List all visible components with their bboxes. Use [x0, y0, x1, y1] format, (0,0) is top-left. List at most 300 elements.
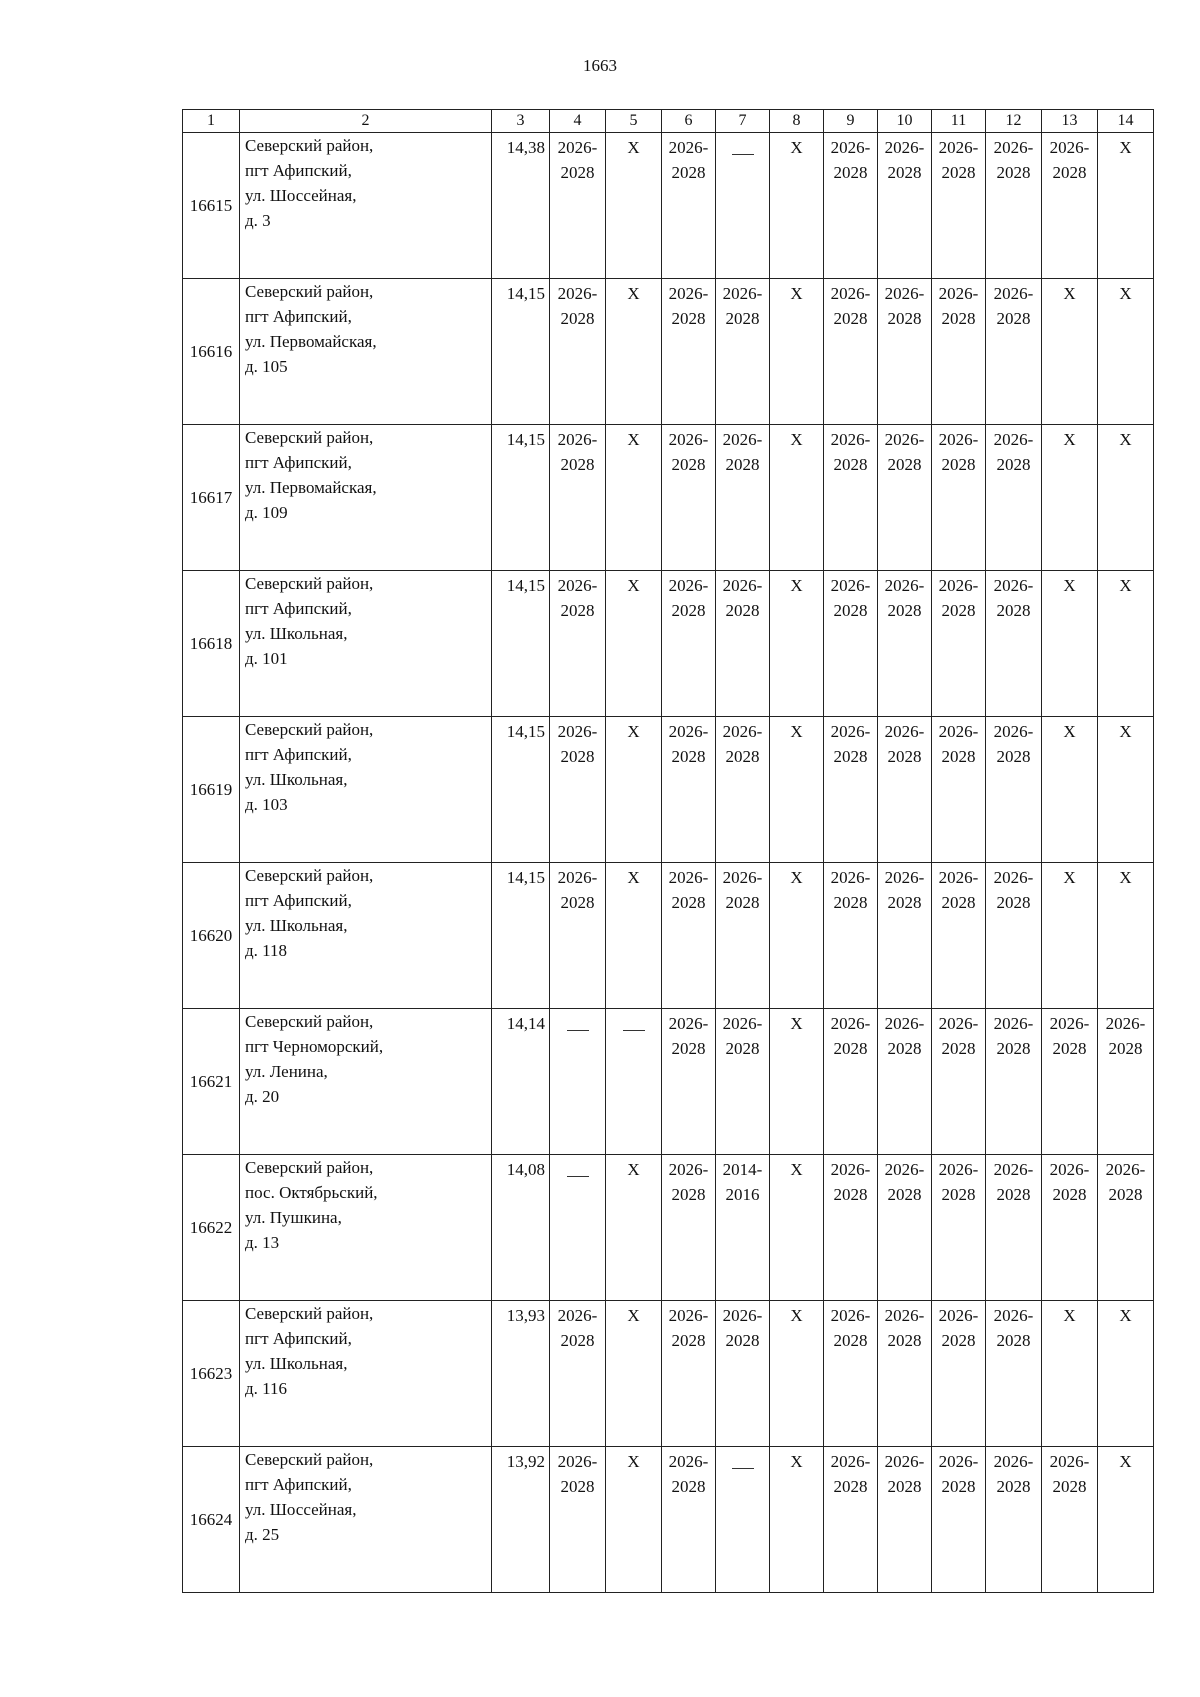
- period-cell: [662, 279, 716, 425]
- address-line: пгт Афипский,: [245, 1329, 352, 1348]
- address-cell: [240, 279, 492, 425]
- cell-line: 2028: [996, 1185, 1031, 1204]
- period-cell: [878, 863, 932, 1009]
- cell-line: X: [627, 430, 640, 449]
- cell-line: X: [790, 868, 803, 887]
- cell-line: 2026-: [1105, 1014, 1146, 1033]
- address-line: Северский район,: [245, 1304, 374, 1323]
- period-cell: [716, 1301, 770, 1447]
- period-cell: [606, 279, 662, 425]
- cell-line: 2026-: [884, 1014, 925, 1033]
- address-line: Северский район,: [245, 1158, 374, 1177]
- value-cell: 14,15: [492, 717, 550, 863]
- cell-line: X: [790, 1306, 803, 1325]
- cell-line: 2028: [941, 163, 976, 182]
- cell-line: 2028: [833, 1039, 868, 1058]
- period-cell: [550, 425, 606, 571]
- registry-table: [182, 109, 1154, 1593]
- period-cell: [1042, 279, 1098, 425]
- header-row: [183, 110, 1154, 133]
- cell-line: 2026-: [938, 1306, 979, 1325]
- cell-line: X: [1063, 868, 1076, 887]
- address-line: Северский район,: [245, 1012, 374, 1031]
- table-row: [183, 1447, 1154, 1593]
- value-cell: 14,08: [492, 1155, 550, 1301]
- period-cell: [770, 133, 824, 279]
- cell-line: X: [790, 722, 803, 741]
- period-cell: [716, 717, 770, 863]
- cell-line: 2026-: [557, 1306, 598, 1325]
- address-line: д. 105: [245, 357, 288, 376]
- period-cell: [662, 425, 716, 571]
- cell-line: 2028: [560, 601, 595, 620]
- period-cell: [662, 1009, 716, 1155]
- value-cell: 14,38: [492, 133, 550, 279]
- period-cell: [986, 571, 1042, 717]
- value-cell: 14,15: [492, 863, 550, 1009]
- row-number: 16619: [183, 717, 240, 863]
- column-header-7: 7: [716, 110, 770, 133]
- column-header-5: 5: [606, 110, 662, 133]
- column-header-10: 10: [878, 110, 932, 133]
- period-cell: [824, 133, 878, 279]
- cell-line: 2026-: [557, 722, 598, 741]
- cell-line: 2026-: [557, 576, 598, 595]
- cell-line: 2028: [671, 1331, 706, 1350]
- period-cell: [932, 133, 986, 279]
- period-cell: [824, 1155, 878, 1301]
- address-line: пгт Афипский,: [245, 1475, 352, 1494]
- cell-line: 2026-: [993, 576, 1034, 595]
- cell-line: 2028: [996, 747, 1031, 766]
- column-header-13: 13: [1042, 110, 1098, 133]
- cell-line: 2028: [941, 1477, 976, 1496]
- cell-line: X: [790, 284, 803, 303]
- cell-line: 2026-: [1049, 138, 1090, 157]
- cell-line: 2026-: [722, 1306, 763, 1325]
- period-cell: [716, 133, 770, 279]
- period-cell: [824, 425, 878, 571]
- cell-line: 2028: [725, 309, 760, 328]
- value-cell: 14,15: [492, 279, 550, 425]
- cell-line: 2026-: [884, 284, 925, 303]
- cell-line: 2028: [941, 747, 976, 766]
- cell-line: 2028: [941, 893, 976, 912]
- period-cell: [550, 279, 606, 425]
- period-cell: [662, 1155, 716, 1301]
- cell-line: 2026-: [938, 576, 979, 595]
- address-line: д. 109: [245, 503, 288, 522]
- cell-line: 2028: [887, 1039, 922, 1058]
- cell-line: X: [1119, 284, 1132, 303]
- address-line: ул. Шоссейная,: [245, 186, 357, 205]
- cell-line: 2026-: [557, 868, 598, 887]
- period-cell: [662, 1301, 716, 1447]
- period-cell: [986, 425, 1042, 571]
- period-cell: [1042, 717, 1098, 863]
- period-cell: [716, 1447, 770, 1593]
- period-cell: [1042, 863, 1098, 1009]
- cell-line: X: [790, 430, 803, 449]
- cell-line: X: [1063, 722, 1076, 741]
- period-cell: [986, 1447, 1042, 1593]
- cell-line: 2026-: [884, 868, 925, 887]
- cell-line: 2028: [941, 455, 976, 474]
- cell-line: 2026-: [993, 138, 1034, 157]
- cell-line: 2028: [996, 309, 1031, 328]
- cell-line: 2026-: [668, 722, 709, 741]
- period-cell: [1098, 279, 1154, 425]
- cell-line: 2028: [833, 747, 868, 766]
- cell-line: 2026-: [557, 430, 598, 449]
- cell-line: X: [627, 1452, 640, 1471]
- cell-line: 2026-: [830, 138, 871, 157]
- cell-line: 2026-: [993, 284, 1034, 303]
- address-line: д. 101: [245, 649, 288, 668]
- cell-line: 2028: [887, 747, 922, 766]
- address-line: пгт Афипский,: [245, 745, 352, 764]
- period-cell: [824, 1447, 878, 1593]
- period-cell: [606, 863, 662, 1009]
- address-line: д. 116: [245, 1379, 288, 1398]
- cell-line: 2028: [1052, 1477, 1087, 1496]
- period-cell: [878, 425, 932, 571]
- period-cell: [716, 279, 770, 425]
- row-number: 16623: [183, 1301, 240, 1447]
- column-header-11: 11: [932, 110, 986, 133]
- cell-line: 2028: [725, 455, 760, 474]
- address-cell: [240, 1155, 492, 1301]
- cell-line: X: [627, 722, 640, 741]
- column-header-2: 2: [240, 110, 492, 133]
- cell-line: 2026-: [830, 1160, 871, 1179]
- cell-line: 2028: [725, 1039, 760, 1058]
- column-header-3: 3: [492, 110, 550, 133]
- cell-line: 2028: [725, 893, 760, 912]
- column-header-1: 1: [183, 110, 240, 133]
- row-number: 16622: [183, 1155, 240, 1301]
- period-cell: [606, 425, 662, 571]
- period-cell: [932, 1155, 986, 1301]
- cell-line: 2026-: [993, 1452, 1034, 1471]
- value-cell: 14,15: [492, 571, 550, 717]
- address-line: пгт Черноморский,: [245, 1037, 384, 1056]
- value-cell: 14,14: [492, 1009, 550, 1155]
- address-line: ул. Шоссейная,: [245, 1500, 357, 1519]
- period-cell: [662, 571, 716, 717]
- cell-line: 2028: [833, 1477, 868, 1496]
- cell-line: X: [790, 138, 803, 157]
- cell-line: 2028: [1052, 1185, 1087, 1204]
- cell-line: 2028: [1052, 1039, 1087, 1058]
- period-cell: [1042, 1155, 1098, 1301]
- cell-line: X: [1063, 576, 1076, 595]
- period-cell: [662, 717, 716, 863]
- period-cell: [716, 1009, 770, 1155]
- cell-line: 2028: [560, 1331, 595, 1350]
- cell-line: 2028: [996, 455, 1031, 474]
- cell-line: X: [627, 868, 640, 887]
- cell-line: 2028: [887, 1185, 922, 1204]
- cell-line: 2028: [671, 309, 706, 328]
- period-cell: [606, 133, 662, 279]
- cell-line: 2028: [941, 1185, 976, 1204]
- cell-line: 2026-: [884, 1306, 925, 1325]
- period-cell: [770, 279, 824, 425]
- period-cell: [550, 1301, 606, 1447]
- cell-line: 2026-: [938, 284, 979, 303]
- period-cell: [986, 1155, 1042, 1301]
- cell-line: X: [1119, 138, 1132, 157]
- cell-line: 2026-: [668, 1452, 709, 1471]
- cell-line: 2026-: [830, 722, 871, 741]
- address-line: ул. Ленина,: [245, 1062, 328, 1081]
- period-cell: [986, 133, 1042, 279]
- cell-line: 2014-: [722, 1160, 763, 1179]
- address-line: пгт Афипский,: [245, 453, 352, 472]
- period-cell: [606, 1009, 662, 1155]
- address-line: пгт Афипский,: [245, 599, 352, 618]
- cell-line: 2026-: [884, 1160, 925, 1179]
- address-line: ул. Первомайская,: [245, 332, 377, 351]
- cell-line: 2026-: [722, 430, 763, 449]
- cell-line: 2028: [996, 601, 1031, 620]
- cell-line: 2026-: [938, 430, 979, 449]
- period-cell: [716, 863, 770, 1009]
- cell-line: 2026-: [938, 1014, 979, 1033]
- cell-line: X: [627, 1306, 640, 1325]
- cell-line: X: [1063, 1306, 1076, 1325]
- period-cell: [932, 1301, 986, 1447]
- cell-line: 2026-: [938, 138, 979, 157]
- dash-mark: [623, 1030, 645, 1031]
- cell-line: 2028: [887, 309, 922, 328]
- cell-line: 2026-: [830, 1452, 871, 1471]
- cell-line: 2026-: [668, 868, 709, 887]
- cell-line: 2028: [1108, 1039, 1143, 1058]
- cell-line: X: [1119, 1306, 1132, 1325]
- cell-line: 2026-: [1049, 1014, 1090, 1033]
- cell-line: X: [627, 576, 640, 595]
- cell-line: 2028: [887, 601, 922, 620]
- cell-line: X: [627, 1160, 640, 1179]
- cell-line: 2028: [996, 1477, 1031, 1496]
- cell-line: X: [1119, 430, 1132, 449]
- cell-line: 2028: [1108, 1185, 1143, 1204]
- period-cell: [1098, 133, 1154, 279]
- address-cell: [240, 571, 492, 717]
- row-number: 16618: [183, 571, 240, 717]
- table-row: [183, 1009, 1154, 1155]
- cell-line: 2026-: [557, 1452, 598, 1471]
- period-cell: [770, 425, 824, 571]
- cell-line: X: [627, 138, 640, 157]
- address-line: Северский район,: [245, 866, 374, 885]
- address-line: ул. Школьная,: [245, 916, 348, 935]
- cell-line: 2026-: [938, 722, 979, 741]
- cell-line: 2026-: [722, 722, 763, 741]
- cell-line: 2026-: [1049, 1452, 1090, 1471]
- cell-line: X: [1119, 722, 1132, 741]
- period-cell: [986, 279, 1042, 425]
- cell-line: 2026-: [722, 576, 763, 595]
- period-cell: [878, 1301, 932, 1447]
- cell-line: 2026-: [668, 1306, 709, 1325]
- cell-line: 2028: [671, 601, 706, 620]
- cell-line: 2028: [833, 893, 868, 912]
- cell-line: X: [790, 1160, 803, 1179]
- cell-line: 2026-: [830, 1014, 871, 1033]
- cell-line: 2028: [560, 747, 595, 766]
- period-cell: [716, 1155, 770, 1301]
- cell-line: 2026-: [830, 868, 871, 887]
- column-header-14: 14: [1098, 110, 1154, 133]
- period-cell: [824, 571, 878, 717]
- cell-line: X: [1119, 1452, 1132, 1471]
- cell-line: 2028: [887, 1477, 922, 1496]
- cell-line: 2026-: [557, 284, 598, 303]
- cell-line: 2028: [887, 163, 922, 182]
- cell-line: 2026-: [722, 284, 763, 303]
- address-line: Северский район,: [245, 1450, 374, 1469]
- period-cell: [606, 1155, 662, 1301]
- cell-line: 2026-: [1105, 1160, 1146, 1179]
- cell-line: 2026-: [993, 1160, 1034, 1179]
- address-cell: [240, 133, 492, 279]
- cell-line: 2028: [887, 893, 922, 912]
- period-cell: [550, 863, 606, 1009]
- period-cell: [662, 1447, 716, 1593]
- cell-line: 2028: [996, 893, 1031, 912]
- period-cell: [932, 279, 986, 425]
- period-cell: [550, 1009, 606, 1155]
- period-cell: [932, 425, 986, 571]
- cell-line: 2028: [671, 893, 706, 912]
- period-cell: [770, 1447, 824, 1593]
- address-cell: [240, 425, 492, 571]
- cell-line: X: [1063, 430, 1076, 449]
- period-cell: [1098, 571, 1154, 717]
- cell-line: 2026-: [668, 1014, 709, 1033]
- cell-line: 2026-: [722, 1014, 763, 1033]
- value-cell: 13,93: [492, 1301, 550, 1447]
- table-row: [183, 279, 1154, 425]
- table-row: [183, 133, 1154, 279]
- period-cell: [606, 1301, 662, 1447]
- period-cell: [824, 279, 878, 425]
- cell-line: 2028: [560, 1477, 595, 1496]
- period-cell: [1098, 425, 1154, 571]
- period-cell: [932, 571, 986, 717]
- period-cell: [770, 1155, 824, 1301]
- address-line: ул. Школьная,: [245, 624, 348, 643]
- page-number: 1663: [583, 56, 617, 75]
- period-cell: [662, 133, 716, 279]
- period-cell: [550, 1447, 606, 1593]
- table-body: [183, 110, 1154, 1593]
- column-header-12: 12: [986, 110, 1042, 133]
- table-row: [183, 425, 1154, 571]
- cell-line: 2026-: [993, 722, 1034, 741]
- period-cell: [824, 1301, 878, 1447]
- address-line: д. 3: [245, 211, 271, 230]
- cell-line: 2028: [996, 163, 1031, 182]
- address-line: д. 103: [245, 795, 288, 814]
- table-row: [183, 1301, 1154, 1447]
- dash-mark: [732, 154, 754, 155]
- period-cell: [1098, 863, 1154, 1009]
- period-cell: [878, 1447, 932, 1593]
- address-line: Северский район,: [245, 282, 374, 301]
- row-number: 16624: [183, 1447, 240, 1593]
- address-cell: [240, 717, 492, 863]
- column-header-8: 8: [770, 110, 824, 133]
- address-cell: [240, 1009, 492, 1155]
- row-number: 16620: [183, 863, 240, 1009]
- period-cell: [986, 717, 1042, 863]
- period-cell: [1098, 1301, 1154, 1447]
- cell-line: 2028: [671, 1039, 706, 1058]
- cell-line: 2028: [996, 1039, 1031, 1058]
- cell-line: 2028: [671, 1185, 706, 1204]
- address-line: ул. Школьная,: [245, 1354, 348, 1373]
- cell-line: X: [790, 576, 803, 595]
- period-cell: [986, 1301, 1042, 1447]
- period-cell: [1042, 1009, 1098, 1155]
- value-cell: 14,15: [492, 425, 550, 571]
- cell-line: 2028: [725, 1331, 760, 1350]
- address-line: д. 20: [245, 1087, 280, 1106]
- cell-line: 2026-: [993, 430, 1034, 449]
- cell-line: 2028: [887, 1331, 922, 1350]
- cell-line: 2026-: [938, 1160, 979, 1179]
- cell-line: 2026-: [668, 576, 709, 595]
- period-cell: [1042, 425, 1098, 571]
- cell-line: 2016: [725, 1185, 760, 1204]
- table-row: [183, 717, 1154, 863]
- period-cell: [932, 1447, 986, 1593]
- column-header-4: 4: [550, 110, 606, 133]
- address-line: ул. Первомайская,: [245, 478, 377, 497]
- address-line: д. 13: [245, 1233, 280, 1252]
- table-row: [183, 1155, 1154, 1301]
- address-line: пгт Афипский,: [245, 307, 352, 326]
- period-cell: [1042, 571, 1098, 717]
- cell-line: 2028: [833, 1331, 868, 1350]
- cell-line: 2028: [833, 163, 868, 182]
- period-cell: [878, 1009, 932, 1155]
- row-number: 16616: [183, 279, 240, 425]
- period-cell: [550, 717, 606, 863]
- cell-line: 2026-: [830, 1306, 871, 1325]
- table-row: [183, 571, 1154, 717]
- address-line: пос. Октябрьский,: [245, 1183, 378, 1202]
- cell-line: X: [1119, 576, 1132, 595]
- period-cell: [932, 863, 986, 1009]
- row-number: 16617: [183, 425, 240, 571]
- column-header-9: 9: [824, 110, 878, 133]
- cell-line: 2028: [671, 163, 706, 182]
- cell-line: 2026-: [993, 868, 1034, 887]
- cell-line: 2026-: [993, 1014, 1034, 1033]
- cell-line: X: [790, 1014, 803, 1033]
- period-cell: [770, 717, 824, 863]
- row-number: 16621: [183, 1009, 240, 1155]
- period-cell: [1042, 133, 1098, 279]
- period-cell: [1098, 1009, 1154, 1155]
- period-cell: [1042, 1447, 1098, 1593]
- cell-line: 2028: [941, 1331, 976, 1350]
